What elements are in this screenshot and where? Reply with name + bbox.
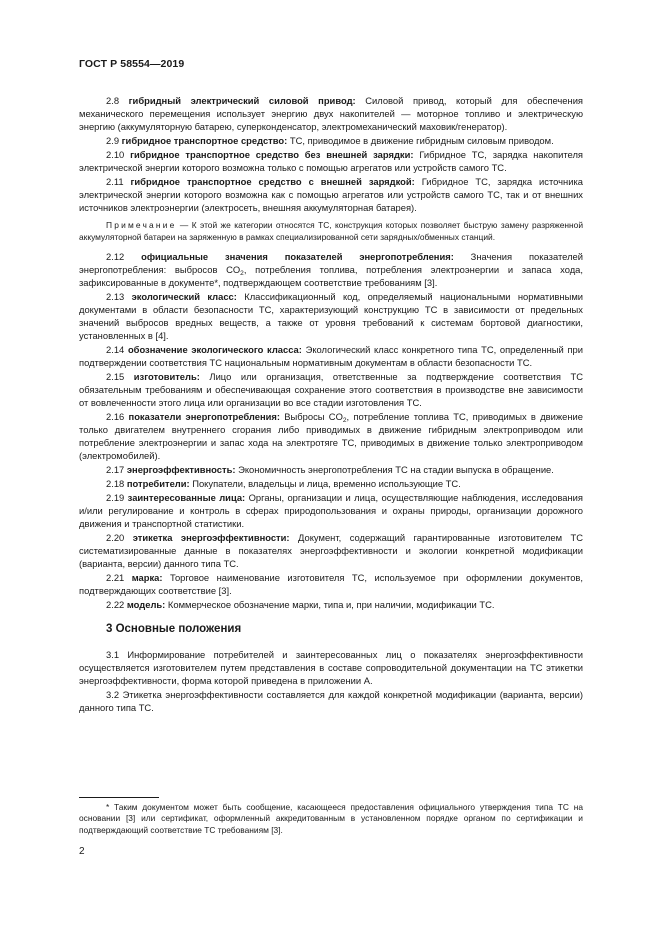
term: заинтересованные лица: [127, 492, 246, 503]
definition-2-11: 2.11 гибридное транспортное средство с внешней зарядкой: Гибридное ТС, зарядка источника электрической энергии которого возможна как с помощью агрегатов или устройств самого ТС, так и от внешних источников электроэнергии (электросеть, внешняя аккумуляторная батарея). [79, 176, 583, 213]
definition-2-9: 2.9 гибридное транспортное средство: ТС, приводимое в движение гибридным силовым приводом. [106, 135, 554, 146]
definition-2-17: 2.17 энергоэффективность: Экономичность энергопотребления ТС на стадии выпуска в обращение. [106, 464, 554, 475]
term: экологический класс: [131, 291, 237, 302]
term: гибридное транспортное средство без внешней зарядки: [130, 149, 414, 160]
term: обозначение экологического класса: [127, 344, 302, 355]
term: показатели энергопотребления: [128, 411, 280, 422]
term: гибридное транспортное средство с внешней зарядкой: [130, 176, 415, 187]
definition-2-14: 2.14 обозначение экологического класса: Экологический класс конкретного типа ТС, определенный при подтверждении соответствия ТС национальным нормативным документам в области безопасности ТС. [79, 344, 583, 368]
definition-2-20: 2.20 этикетка энергоэффективности: Документ, содержащий гарантированные изготовителем ТС систематизированные данные в показателях энергоэффективности и экологии конкретной модификации (варианта, версии) данного типа ТС. [79, 532, 584, 569]
term: марка: [131, 572, 163, 583]
definition-2-15: 2.15 изготовитель: Лицо или организация, ответственные за подтверждение соответствия ТС обязательным требованиям и обеспечивающая сохранение этого соответствия в производстве вне зависимости от вовлеченности этого лица или организации во все стадии изготовления ТС. [79, 371, 583, 408]
page-number: 2 [79, 846, 85, 857]
footnote-divider [79, 797, 159, 798]
term: модель: [126, 599, 166, 610]
term: гибридное транспортное средство: [121, 135, 288, 146]
definition-2-16: 2.16 показатели энергопотребления: Выбросы $CO_2$, потребление топлива ТС, приводимых в движение только двигателем внутреннего сгорания либо приводимых в движение гибридным электроприводом или потребление электроэнергии и запас хода на электротяге ТС, приводимых в движение только электроприводом (электромобилей). [79, 411, 584, 461]
note: Примечание — К этой же категории относятся ТС, конструкция которых позволяет быструю замену разряженной аккумуляторной батареи на заряженную в рамках специализированной сети зарядных/обменных станций. [79, 220, 584, 242]
note-label: Примечание [106, 220, 177, 230]
definition-2-21: 2.21 марка: Торговое наименование изготовителя ТС, используемое при оформлении документов, подтверждающих соответствие [3]. [79, 572, 584, 596]
document-header: ГОСТ Р 58554—2019 [79, 58, 185, 70]
definition-2-22: 2.22 модель: Коммерческое обозначение марки, типа и, при наличии, модификации ТС. [106, 599, 495, 610]
term: изготовитель: [133, 371, 200, 382]
footnote: * Таким документом может быть сообщение, касающееся предоставления официального утверждения типа ТС на основании [3] или сертификат, оформленный аккредитованным в установленном порядке органом по сертификации и подтверждающий соответствие ТС требованиям [3]. [79, 802, 583, 835]
definition-2-18: 2.18 потребители: Покупатели, владельцы и лица, временно использующие ТС. [106, 478, 461, 489]
term: этикетка энергоэффективности: [132, 532, 290, 543]
term: энергоэффективность: [126, 464, 236, 475]
document-body [79, 94, 583, 715]
section-title: 3 Основные положения [106, 623, 242, 635]
definition-2-19: 2.19 заинтересованные лица: Органы, организации и лица, осуществляющие наблюдения, исследования и/или регулирование и контроль в сферах природопользования и охраны природы, организации дорожного движения и транспортной статистики. [79, 492, 583, 529]
term: официальные значения показателей энергопотребления: [141, 251, 454, 262]
definition-2-10: 2.10 гибридное транспортное средство без внешней зарядки: Гибридное ТС, зарядка накопителя электрической энергии которого возможна только с помощью агрегатов или устройств самого ТС. [79, 149, 583, 173]
term: потребители: [126, 478, 190, 489]
definition-2-12: 2.12 официальные значения показателей энергопотребления: Значения показателей энергопотребления: выбросов $CO_2$, потребления топлива, потребления электроэнергии и запаса хода, зафиксированные в документе*, подтверждающем соответствие требованиям [3]. [79, 251, 583, 288]
paragraph-3-1: 3.1 Информирование потребителей и заинтересованных лиц о показателях энергоэффективности осуществляется изготовителем путем представления в составе сопроводительной документации на ТС этикетки энергоэффективности, форма которой приведена в приложении А. [79, 649, 583, 686]
term: гибридный электрический силовой привод: [128, 95, 356, 106]
definition-2-13: 2.13 экологический класс: Классификационный код, определяемый национальными нормативными документами в области безопасности ТС, характеризующий конструкцию ТС в зависимости от предельных значений выбросов вредных веществ, а также от уровня требований к системам бортовой диагностики, установленных в [4]. [79, 291, 584, 341]
definition-2-8: 2.8 гибридный электрический силовой привод: Силовой привод, который для обеспечения механического перемещения использует энергию двух накопителей — моторное топливо и электрическую энергию (аккумуляторную батарею, суперконденсатор, электромеханический маховик/генератор). [79, 95, 584, 132]
paragraph-3-2: 3.2 Этикетка энергоэффективности составляется для каждой конкретной модификации (варианта, версии) данного типа ТС. [79, 689, 583, 713]
